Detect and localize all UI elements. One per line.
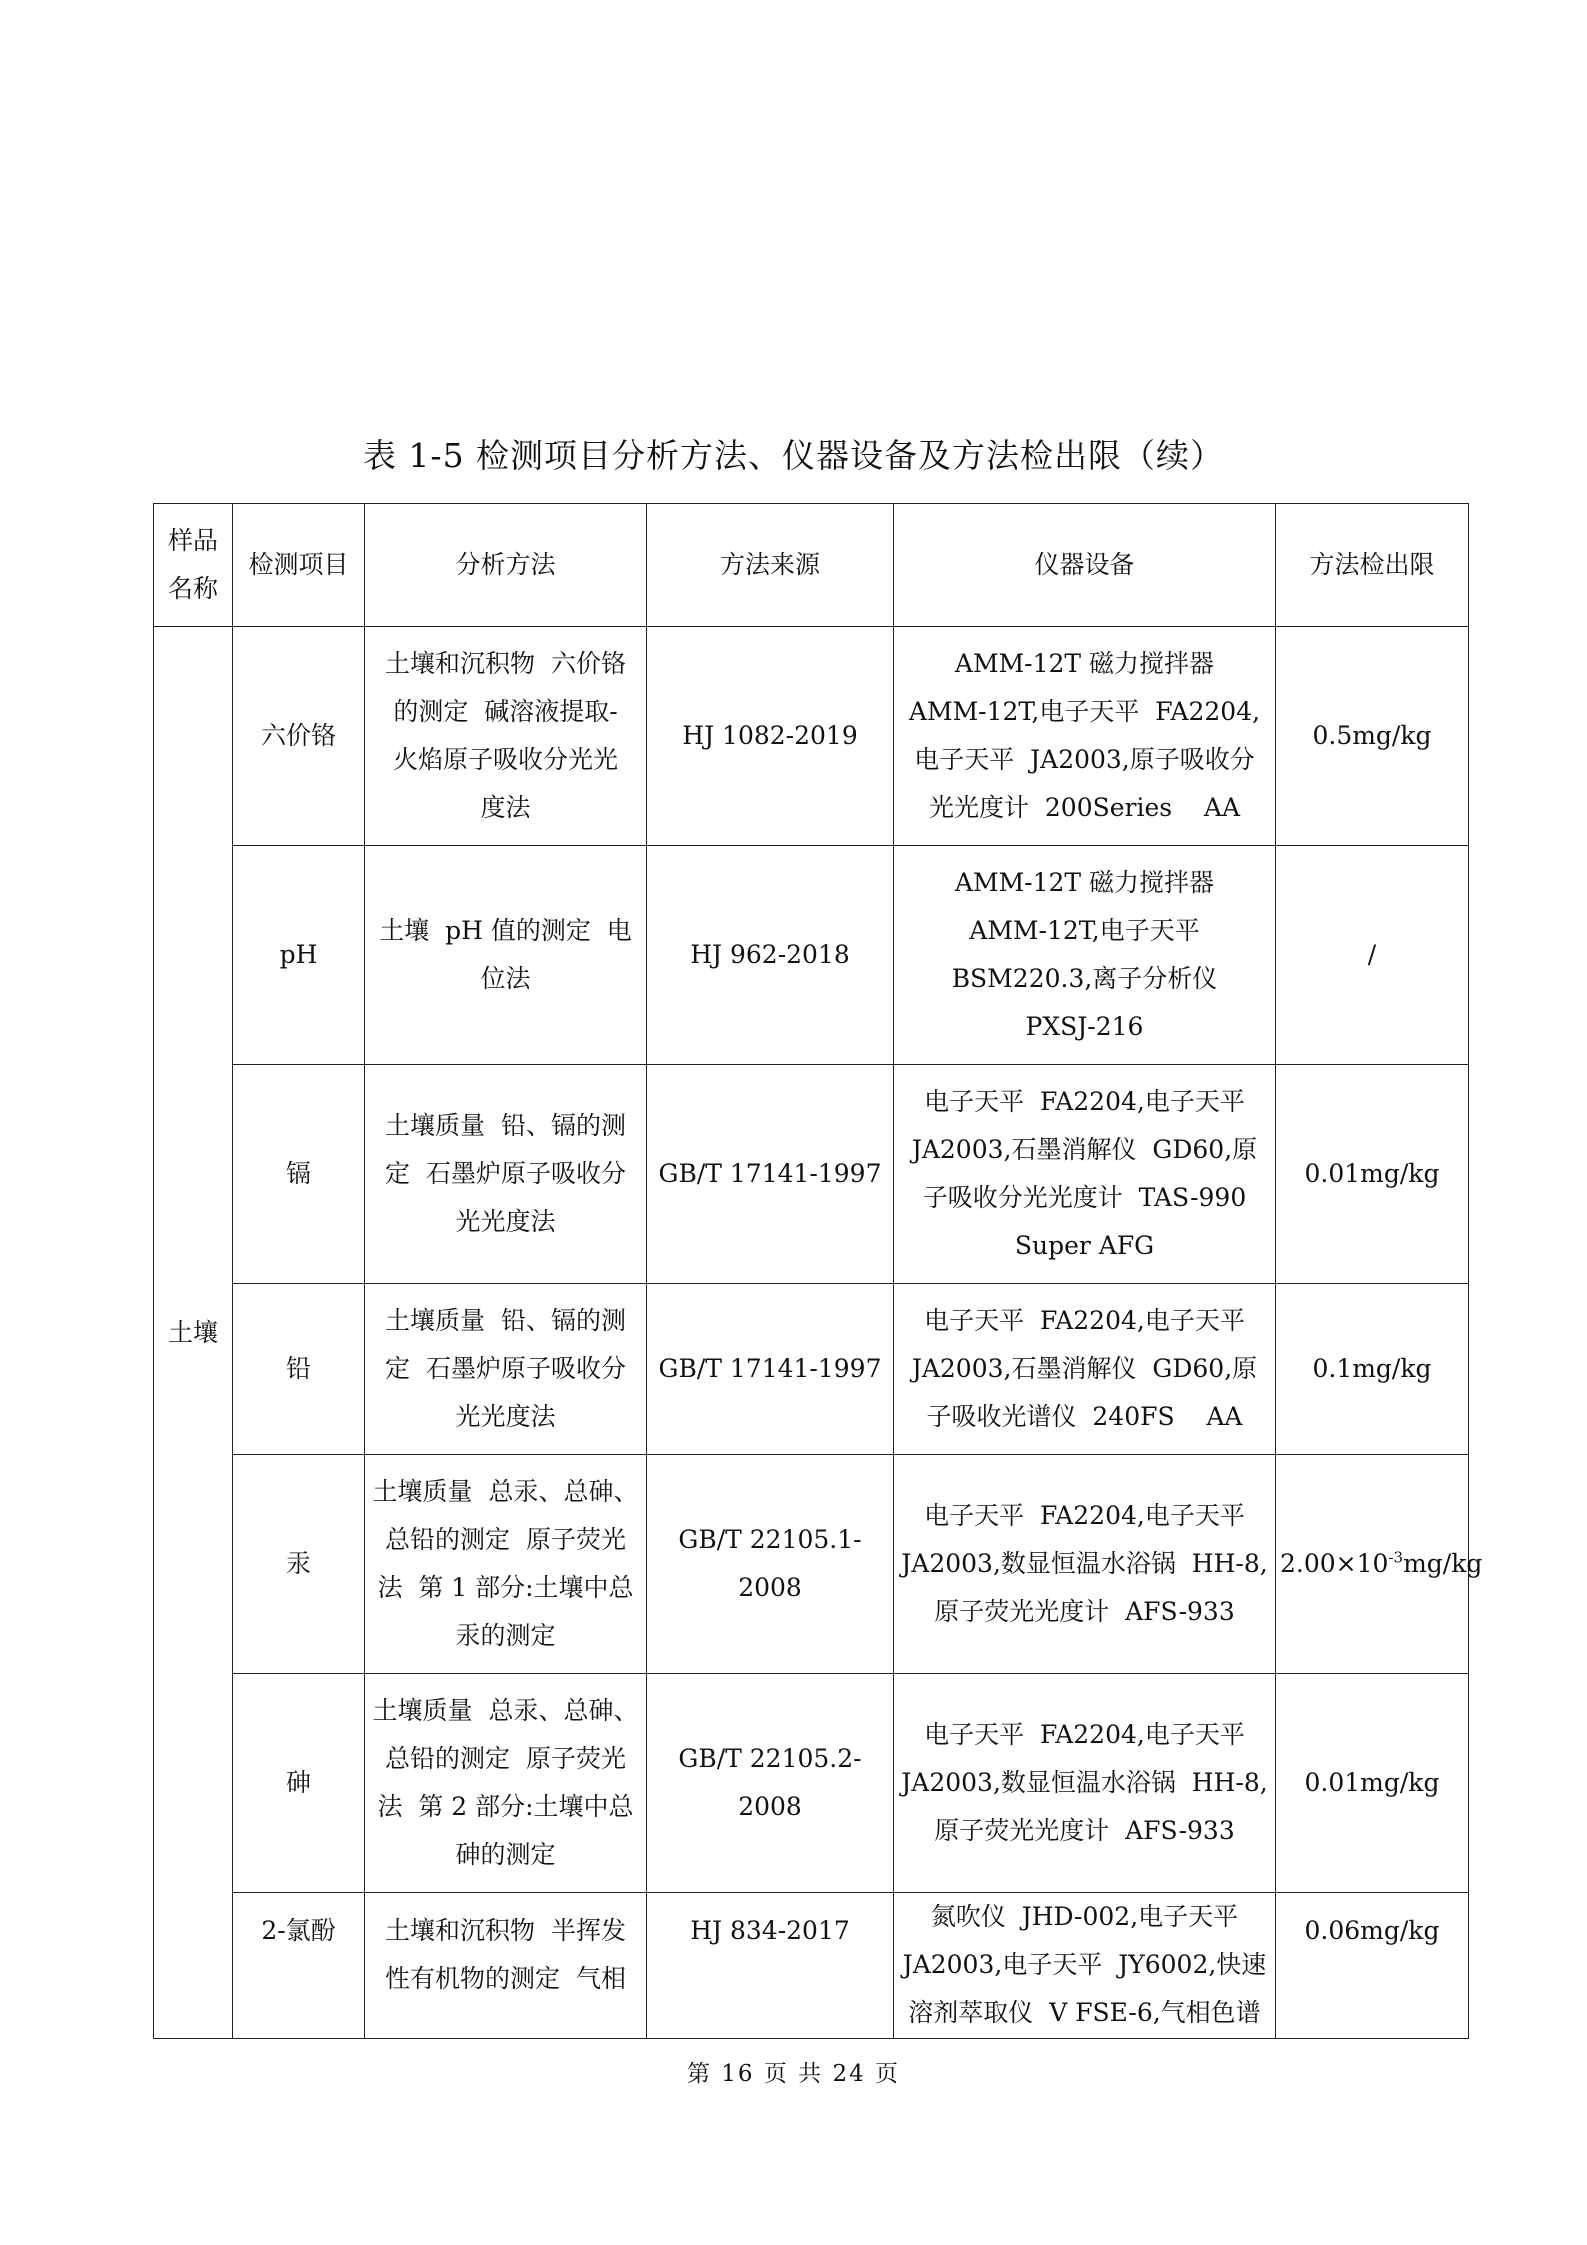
table-row bbox=[154, 627, 1469, 846]
equipment-cell: 电子天平 FA2204,电子天平 JA2003,数显恒温水浴锅 HH-8, 原子荧光光度计 AFS-933 bbox=[894, 1674, 1276, 1893]
item-cell: 2-氯酚 bbox=[233, 1893, 365, 2039]
equipment-cell: 氮吹仪 JHD-002,电子天平 JA2003,电子天平 JY6002,快速 溶剂萃取仪 V FSE-6,气相色谱 bbox=[894, 1893, 1276, 2039]
header-sample-name: 样品 名称 bbox=[154, 504, 233, 627]
method-cell: 土壤质量 总汞、总砷、 总铅的测定 原子荧光 法 第 2 部分:土壤中总 砷的测定 bbox=[365, 1674, 647, 1893]
header-method: 分析方法 bbox=[365, 504, 647, 627]
source-cell: GB/T 22105.1-2008 bbox=[647, 1455, 894, 1674]
sample-name-cell: 土壤 bbox=[154, 627, 233, 2039]
item-cell: pH bbox=[233, 846, 365, 1065]
method-cell: 土壤质量 总汞、总砷、 总铅的测定 原子荧光 法 第 1 部分:土壤中总 汞的测定 bbox=[365, 1455, 647, 1674]
table-header-row bbox=[154, 504, 1469, 627]
table-row bbox=[154, 1455, 1469, 1674]
limit-cell bbox=[1276, 1455, 1483, 1674]
item-cell: 铅 bbox=[233, 1284, 365, 1455]
header-equipment: 仪器设备 bbox=[894, 504, 1276, 627]
table-row bbox=[154, 1065, 1469, 1284]
method-cell: 土壤和沉积物 六价铬 的测定 碱溶液提取- 火焰原子吸收分光光 度法 bbox=[365, 627, 647, 846]
method-cell: 土壤质量 铅、镉的测 定 石墨炉原子吸收分 光光度法 bbox=[365, 1065, 647, 1284]
item-cell: 镉 bbox=[233, 1065, 365, 1284]
item-cell: 汞 bbox=[233, 1455, 365, 1674]
method-cell: 土壤质量 铅、镉的测 定 石墨炉原子吸收分 光光度法 bbox=[365, 1284, 647, 1455]
source-cell: GB/T 22105.2-2008 bbox=[647, 1674, 894, 1893]
limit-cell: 0.06mg/kg bbox=[1276, 1893, 1469, 2039]
table-row bbox=[154, 1674, 1469, 1893]
equipment-cell: AMM-12T 磁力搅拌器 AMM-12T,电子天平 BSM220.3,离子分析仪 PXSJ-216 bbox=[894, 846, 1276, 1065]
source-cell: HJ 962-2018 bbox=[647, 846, 894, 1065]
limit-cell: / bbox=[1276, 846, 1469, 1065]
source-cell: HJ 1082-2019 bbox=[647, 627, 894, 846]
detection-methods-table bbox=[153, 503, 1483, 2039]
table-row bbox=[154, 1893, 1469, 2039]
equipment-cell: 电子天平 FA2204,电子天平 JA2003,石墨消解仪 GD60,原 子吸收分光光度计 TAS-990 Super AFG bbox=[894, 1065, 1276, 1284]
item-cell: 砷 bbox=[233, 1674, 365, 1893]
limit-cell: 0.01mg/kg bbox=[1276, 1065, 1469, 1284]
source-cell: GB/T 17141-1997 bbox=[647, 1065, 894, 1284]
source-cell: HJ 834-2017 bbox=[647, 1893, 894, 2039]
page-footer: 第 16 页 共 24 页 bbox=[686, 2061, 901, 2087]
item-cell: 六价铬 bbox=[233, 627, 365, 846]
table-row bbox=[154, 846, 1469, 1065]
equipment-cell: 电子天平 FA2204,电子天平 JA2003,石墨消解仪 GD60,原 子吸收光谱仪 240FS AA bbox=[894, 1284, 1276, 1455]
table-row bbox=[154, 1284, 1469, 1455]
limit-cell: 0.01mg/kg bbox=[1276, 1674, 1469, 1893]
limit-exponent: -3 bbox=[1388, 1548, 1404, 1567]
limit-unit: mg/kg bbox=[1403, 1549, 1483, 1578]
equipment-cell: AMM-12T 磁力搅拌器 AMM-12T,电子天平 FA2204, 电子天平 JA2003,原子吸收分 光光度计 200Series AA bbox=[894, 627, 1276, 846]
table-title: 表 1-5 检测项目分析方法、仪器设备及方法检出限（续） bbox=[362, 436, 1225, 475]
header-item: 检测项目 bbox=[233, 504, 365, 627]
limit-cell: 0.5mg/kg bbox=[1276, 627, 1469, 846]
equipment-cell: 电子天平 FA2204,电子天平 JA2003,数显恒温水浴锅 HH-8, 原子荧光光度计 AFS-933 bbox=[894, 1455, 1276, 1674]
limit-cell: 0.1mg/kg bbox=[1276, 1284, 1469, 1455]
source-cell: GB/T 17141-1997 bbox=[647, 1284, 894, 1455]
limit-mantissa: 2.00×10 bbox=[1280, 1549, 1389, 1578]
method-cell: 土壤 pH 值的测定 电 位法 bbox=[365, 846, 647, 1065]
method-cell: 土壤和沉积物 半挥发 性有机物的测定 气相 bbox=[365, 1893, 647, 2039]
header-limit: 方法检出限 bbox=[1276, 504, 1469, 627]
header-source: 方法来源 bbox=[647, 504, 894, 627]
